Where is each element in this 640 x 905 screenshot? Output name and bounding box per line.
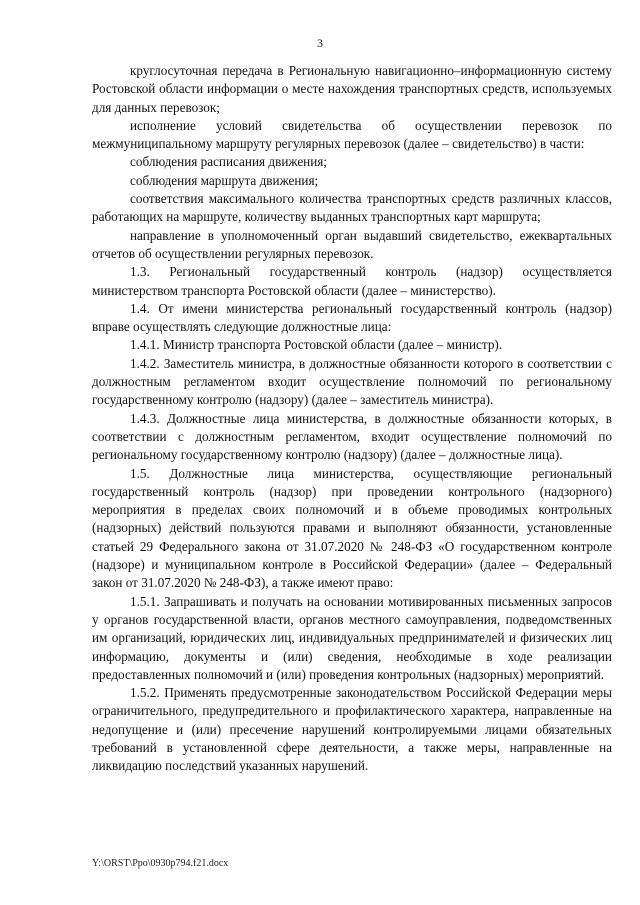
paragraph-1-4-3: 1.4.3. Должностные лица министерства, в должностные обязанности которых, в соответствии с должностным регламентом, входит осуществление полномочий по региональному государственному контролю (надзору) (далее – должностные лица). bbox=[92, 410, 612, 463]
paragraph-3: соблюдения расписания движения; bbox=[130, 154, 328, 170]
footer-file-path: Y:\ORST\Ppo\0930p794.f21.docx bbox=[92, 858, 229, 869]
paragraph-1-5-2: 1.5.2. Применять предусмотренные законодательством Российской Федерации меры ограничительного, предупредительного и профилактического характера, направленные на недопущение и (или) пресечение нарушений контролируемыми лицами обязательных требований в установленной сфере деятельности, а также меры, направленные на ликвидацию последствий указанных нарушений. bbox=[92, 685, 612, 774]
paragraph-1-5: 1.5. Должностные лица министерства, осуществляющие региональный государственный контроль (надзор) при проведении контрольного (надзорного) мероприятия в пределах своих полномочий и в объеме проводимых контрольных (надзорных) действий пользуются правами и выполняют обязанности, установленные статьей 29 Федерального закона от 31.07.2020 № 248-ФЗ «О государственном контроле (надзоре) и муниципальном контроле в Российской Федерации» (далее – Федеральный закон от 31.07.2020 № 248-ФЗ), а также имеют право: bbox=[92, 465, 612, 591]
paragraph-1-4-2: 1.4.2. Заместитель министра, в должностные обязанности которого в соответствии с должностным регламентом входит осуществление полномочий по региональному государственному контролю (надзору) (далее – заместитель министра). bbox=[92, 355, 612, 408]
paragraph-2: исполнение условий свидетельства об осуществлении перевозок по межмуниципальному маршруту регулярных перевозок (далее – свидетельство) в части: bbox=[92, 117, 612, 152]
page-number: 3 bbox=[317, 36, 323, 50]
paragraph-1-4-1: 1.4.1. Министр транспорта Ростовской области (далее – министр). bbox=[130, 337, 503, 353]
paragraph-1-4: 1.4. От имени министерства региональный государственный контроль (надзор) вправе осуществлять следующие должностные лица: bbox=[92, 300, 612, 335]
paragraph-1-3: 1.3. Региональный государственный контроль (надзор) осуществляется министерством транспорта Ростовской области (далее – министерство). bbox=[92, 264, 612, 298]
paragraph-1: круглосуточная передача в Региональную навигационно–информационную систему Ростовской области информации о месте нахождения транспортных средств, используемых для данных перевозок; bbox=[92, 63, 612, 115]
document-body bbox=[92, 62, 612, 776]
paragraph-1-5-1: 1.5.1. Запрашивать и получать на основании мотивированных письменных запросов у органов государственной власти, органов местного самоуправления, подведомственных им организаций, юридических лиц, индивидуальных предпринимателей и физических лиц информацию, документы и (или) сведения, необходимые в ходе реализации предоставленных полномочий и (или) проведения контрольных (надзорных) мероприятий. bbox=[92, 593, 612, 682]
paragraph-4: соблюдения маршрута движения; bbox=[130, 172, 319, 188]
paragraph-5: соответствия максимального количества транспортных средств различных классов, работающих на маршруте, количеству выданных транспортных карт маршрута; bbox=[92, 191, 612, 225]
paragraph-6: направление в уполномоченный орган выдавший свидетельство, ежеквартальных отчетов об осуществлении регулярных перевозок. bbox=[92, 227, 612, 261]
